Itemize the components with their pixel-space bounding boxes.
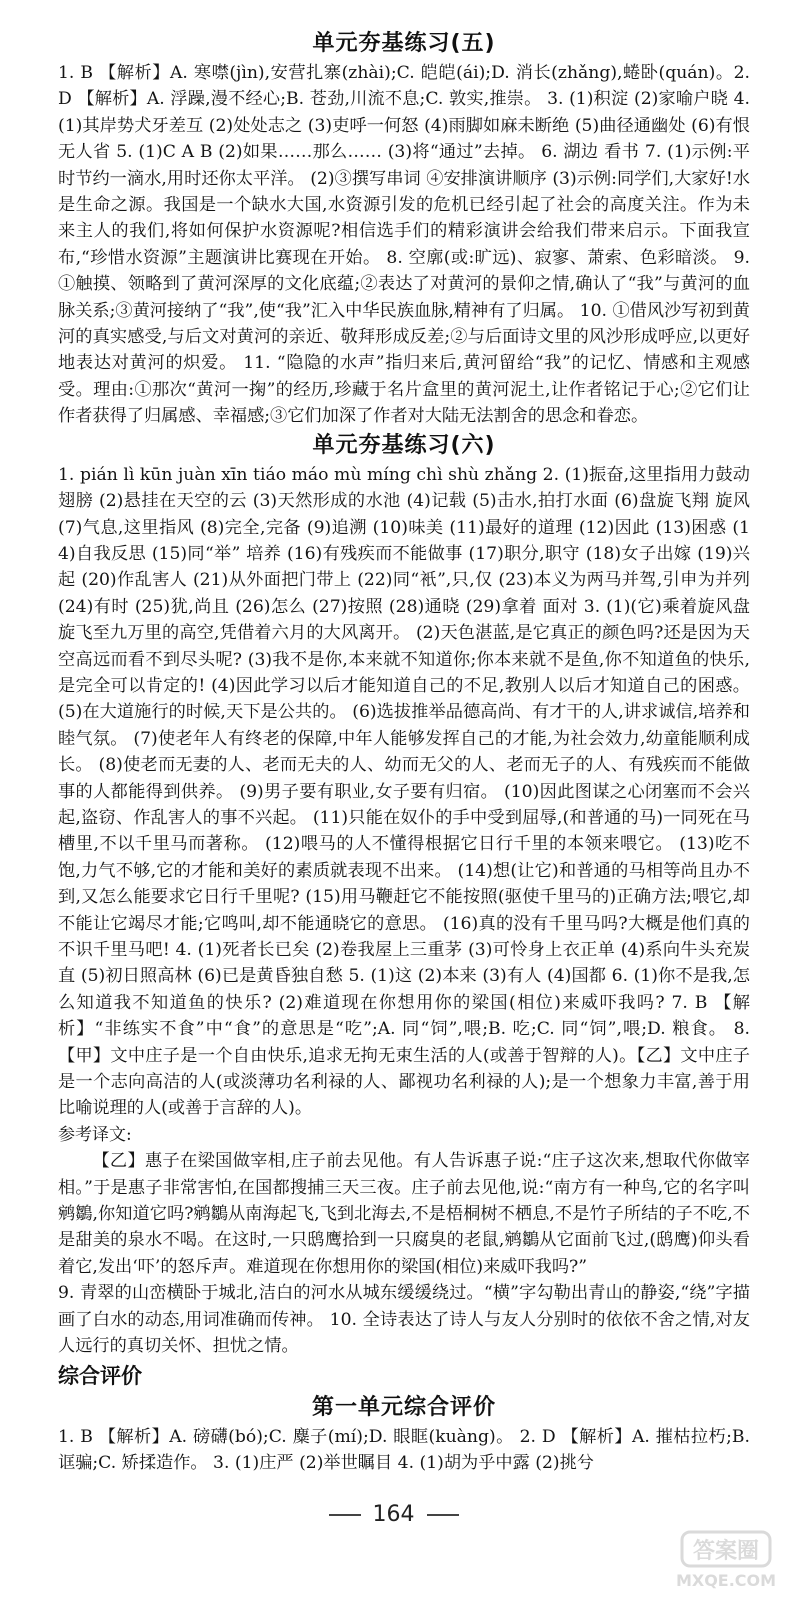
reference-translation-label: 参考译文: [58, 1124, 132, 1145]
answers-unit1-evaluation: 1. B 【解析】A. 磅礴(bó);C. 麋子(mí);D. 眼眶(kuàng)。 2. D 【解析】A. 摧枯拉朽;B. 诓骗;C. 矫揉造作。 3. (1)庄严 (2)举世瞩目 4. (1)胡为乎中露 (2)挑兮 [58, 1426, 750, 1473]
comprehensive-evaluation-heading: 综合评价 [58, 1363, 142, 1388]
section-title-unit5: 单元夯基练习(五) [312, 31, 496, 56]
page-number [0, 1500, 787, 1530]
page-content [58, 28, 750, 1476]
watermark-site-text: MXQE.COM [676, 1571, 776, 1590]
section-title-unit6: 单元夯基练习(六) [312, 432, 496, 458]
page-number-value: 164 [372, 1502, 415, 1527]
page-number-right-dash [427, 1514, 459, 1516]
answers-unit5: 1. B 【解析】A. 寒噤(jìn),安营扎寨(zhài);C. 皑皑(ái);D. 消长(zhǎng),蜷卧(quán)。2. D 【解析】A. 浮躁,漫不经心;B. 苍劲,川流不息;C. 敦实,推崇。 3. (1)积淀 (2)家喻户晓 4. (1)其岸势犬牙差互 (2)处处志之 (3)吏呼一何怒 (4)雨脚如麻未断绝 (5)曲径通幽处 (6)有恨无人省 5. (1)C A B (2)如果……那么…… (3)将“通过”去掉。 6. 湖边 看书 7. (1)示例:平时节约一滴水,用时还你太平洋。 (2)③撰写串词 ④安排演讲顺序 (3)示例:同学们,大家好!水是生命之源。我国是一个缺水大国,水资源引发的危机已经引起了社会的高度关注。作为未来主人的我们,将如何保护水资源呢?相信选手们的精彩演讲会给我们带来启示。下面我宣布,“珍惜水资源”主题演讲比赛现在开始。 8. 空廓(或:旷远)、寂寥、萧索、色彩暗淡。 9. ①触摸、领略到了黄河深厚的文化底蕴;②表达了对黄河的景仰之情,确认了“我”与黄河的血脉关系;③黄河接纳了“我”,使“我”汇入中华民族血脉,精神有了归属。 10. ①借风沙写初到黄河的真实感受,与后文对黄河的亲近、敬拜形成反差;②与后面诗文里的风沙形成呼应,以更好地表达对黄河的炽爱。 11. “隐隐的水声”指归来后,黄河留给“我”的记忆、情感和主观感受。理由:①那次“黄河一掬”的经历,珍藏于名片盒里的黄河泥土,让作者铭记于心;②它们让作者获得了归属感、幸福感;③它们加深了作者对大陆无法割舍的思念和眷恋。 [58, 63, 751, 427]
section-title-unit1-evaluation: 第一单元综合评价 [311, 1394, 496, 1420]
watermark-logo-icon [676, 1528, 776, 1592]
answers-unit6-continued: 9. 青翠的山峦横卧于城北,洁白的河水从城东缓缓绕过。“横”字勾勒出青山的静姿,“绕”字描画了白水的动态,用词准确而传神。 10. 全诗表达了诗人与友人分别时的依依不舍之情,对友人远行的真切关怀、担忧之情。 [58, 1283, 750, 1357]
reference-translation: 【乙】惠子在梁国做宰相,庄子前去见他。有人告诉惠子说:“庄子这次来,想取代你做宰相。”于是惠子非常害怕,在国都搜捕三天三夜。庄子前去见他,说:“南方有一种鸟,它的名字叫鹓鶵,你知道它吗?鹓鶵从南海起飞,飞到北海去,不是梧桐树不栖息,不是竹子所结的子不吃,不是甜美的泉水不喝。在这时,一只鸱鹰拾到一只腐臭的老鼠,鹓鶵从它面前飞过,(鸱鹰)仰头看着它,发出‘吓’的怒斥声。难道现在你想用你的梁国(相位)来威吓我吗?” [58, 1151, 750, 1277]
page-number-left-dash [329, 1514, 361, 1516]
answers-unit6: 1. pián lì kūn juàn xīn tiáo máo mù míng chì shù zhǎng 2. (1)振奋,这里指用力鼓动翅膀 (2)悬挂在天空的云 (3)天然形成的水池 (4)记载 (5)击水,拍打水面 (6)盘旋飞翔 旋风 (7)气息,这里指风 (8)完全,完备 (9)追溯 (10)味美 (11)最好的道理 (12)因此 (13)困惑 (14)自我反思 (15)同“举” 培养 (16)有残疾而不能做事 (17)职分,职守 (18)女子出嫁 (19)兴起 (20)作乱害人 (21)从外面把门带上 (22)同“衹”,只,仅 (23)本义为两马并驾,引申为并列 (24)有时 (25)犹,尚且 (26)怎么 (27)按照 (28)通晓 (29)拿着 面对 3. (1)(它)乘着旋风盘旋飞至九万里的高空,凭借着六月的大风离开。 (2)天色湛蓝,是它真正的颜色吗?还是因为天空高远而看不到尽头呢? (3)我不是你,本来就不知道你;你本来就不是鱼,你不知道鱼的快乐,是完全可以肯定的! (4)因此学习以后才能知道自己的不足,教别人以后才知道自己的困惑。 (5)在大道施行的时候,天下是公共的。 (6)选拔推举品德高尚、有才干的人,讲求诚信,培养和睦气氛。 (7)使老年人有终老的保障,中年人能够发挥自己的才能,为社会效力,幼童能顺利成长。 (8)使老而无妻的人、老而无夫的人、幼而无父的人、老而无子的人、有残疾而不能做事的人都能得到供养。 (9)男子要有职业,女子要有归宿。 (10)因此图谋之心闭塞而不会兴起,盗窃、作乱害人的事不兴起。 (11)只能在奴仆的手中受到屈辱,(和普通的马)一同死在马槽里,不以千里马而著称。 (12)喂马的人不懂得根据它日行千里的本领来喂它。 (13)吃不饱,力气不够,它的才能和美好的素质就表现不出来。 (14)想(让它)和普通的马相等尚且办不到,又怎么能要求它日行千里呢? (15)用马鞭赶它不能按照(驱使千里马的)正确方法;喂它,却不能让它竭尽才能;它鸣叫,却不能通晓它的意思。 (16)真的没有千里马吗?大概是他们真的不识千里马吧! 4. (1)死者长已矣 (2)卷我屋上三重茅 (3)可怜身上衣正单 (4)系向牛头充炭直 (5)初日照高林 (6)已是黄昏独自愁 5. (1)这 (2)本来 (3)有人 (4)国都 6. (1)你不是我,怎么知道我不知道鱼的快乐? (2)难道现在你想用你的梁国(相位)来威吓我吗? 7. B 【解析】“非练实不食”中“食”的意思是“吃”;A. 同“饲”,喂;B. 吃;C. 同“饲”,喂;D. 粮食。 8. 【甲】文中庄子是一个自由快乐,追求无拘无束生活的人(或善于智辩的人)。【乙】文中庄子是一个志向高洁的人(或淡薄功名利禄的人、鄙视功名利禄的人);是一个想象力丰富,善于用比喻说理的人(或善于言辞的人)。 [58, 464, 750, 1119]
watermark-logo-text: 答案圈 [692, 1539, 760, 1564]
